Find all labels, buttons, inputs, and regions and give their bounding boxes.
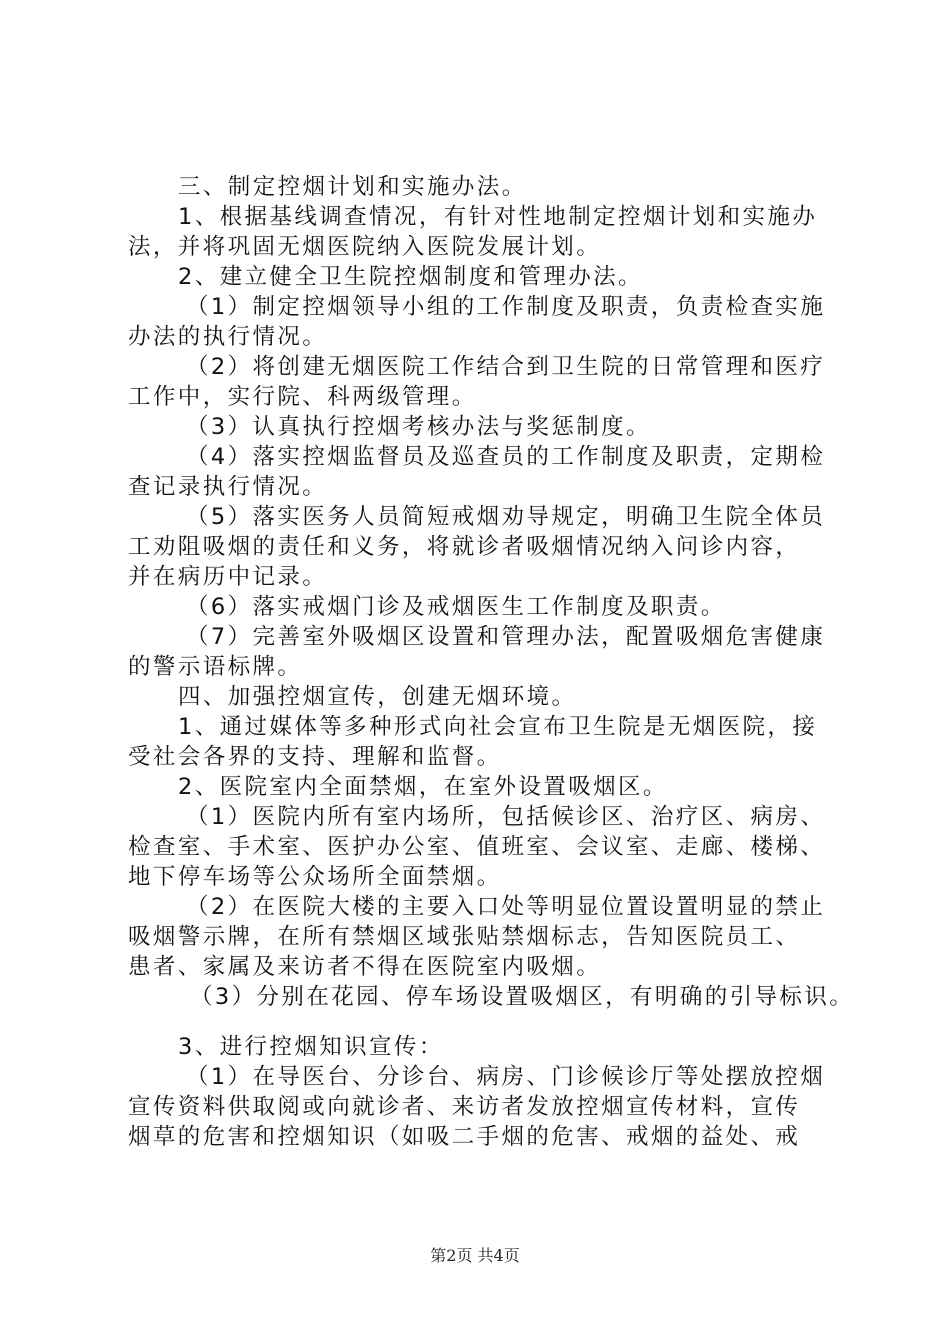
paragraph-line: （2）在医院大楼的主要入口处等明显位置设置明显的禁止 <box>186 894 826 920</box>
paragraph-line: 吸烟警示牌，在所有禁烟区域张贴禁烟标志，告知医院员工、 <box>128 924 801 950</box>
paragraph-line: 1、根据基线调查情况，有针对性地制定控烟计划和实施办 <box>178 204 818 230</box>
paragraph-line: 受社会各界的支持、理解和监督。 <box>128 744 502 770</box>
page-number-footer: 第2页 共4页 <box>430 1246 520 1265</box>
paragraph-line: 3、进行控烟知识宣传： <box>178 1034 444 1060</box>
paragraph-line: 法，并将巩固无烟医院纳入医院发展计划。 <box>128 234 602 260</box>
paragraph-line: （1）制定控烟领导小组的工作制度及职责，负责检查实施 <box>186 294 826 320</box>
paragraph-line: （1）医院内所有室内场所，包括候诊区、治疗区、病房、 <box>186 804 826 830</box>
paragraph-line: （3）分别在花园、停车场设置吸烟区，有明确的引导标识。 <box>190 984 855 1010</box>
section-heading: 三、制定控烟计划和实施办法。 <box>178 174 527 200</box>
paragraph-line: （5）落实医务人员简短戒烟劝导规定，明确卫生院全体员 <box>186 504 826 530</box>
paragraph-line: （6）落实戒烟门诊及戒烟医生工作制度及职责。 <box>186 594 726 620</box>
section-heading: 四、加强控烟宣传，创建无烟环境。 <box>178 684 577 710</box>
paragraph-line: 2、医院室内全面禁烟，在室外设置吸烟区。 <box>178 774 668 800</box>
paragraph-line: （2）将创建无烟医院工作结合到卫生院的日常管理和医疗 <box>186 354 826 380</box>
paragraph-line: （4）落实控烟监督员及巡查员的工作制度及职责，定期检 <box>186 444 826 470</box>
paragraph-line: （7）完善室外吸烟区设置和管理办法，配置吸烟危害健康 <box>186 624 826 650</box>
paragraph-line: 的警示语标牌。 <box>128 654 303 680</box>
paragraph-line: 工作中，实行院、科两级管理。 <box>128 384 477 410</box>
paragraph-line: 检查室、手术室、医护办公室、值班室、会议室、走廊、楼梯、 <box>128 834 826 860</box>
paragraph-line: 工劝阻吸烟的责任和义务，将就诊者吸烟情况纳入问诊内容， <box>128 534 801 560</box>
paragraph-line: 并在病历中记录。 <box>128 564 328 590</box>
paragraph-line: 烟草的危害和控烟知识（如吸二手烟的危害、戒烟的益处、戒 <box>128 1124 801 1150</box>
paragraph-line: 查记录执行情况。 <box>128 474 328 500</box>
paragraph-line: 2、建立健全卫生院控烟制度和管理办法。 <box>178 264 643 290</box>
paragraph-line: 宣传资料供取阅或向就诊者、来访者发放控烟宣传材料，宣传 <box>128 1094 801 1120</box>
paragraph-line: （3）认真执行控烟考核办法与奖惩制度。 <box>186 414 651 440</box>
document-body <box>128 172 855 1152</box>
paragraph-line: 办法的执行情况。 <box>128 324 328 350</box>
paragraph-line: 1、通过媒体等多种形式向社会宣布卫生院是无烟医院，接 <box>178 714 818 740</box>
paragraph-line: 患者、家属及来访者不得在医院室内吸烟。 <box>128 954 602 980</box>
paragraph-gap <box>128 1012 848 1032</box>
paragraph-line: 地下停车场等公众场所全面禁烟。 <box>128 864 502 890</box>
paragraph-line: （1）在导医台、分诊台、病房、门诊候诊厅等处摆放控烟 <box>186 1064 826 1090</box>
